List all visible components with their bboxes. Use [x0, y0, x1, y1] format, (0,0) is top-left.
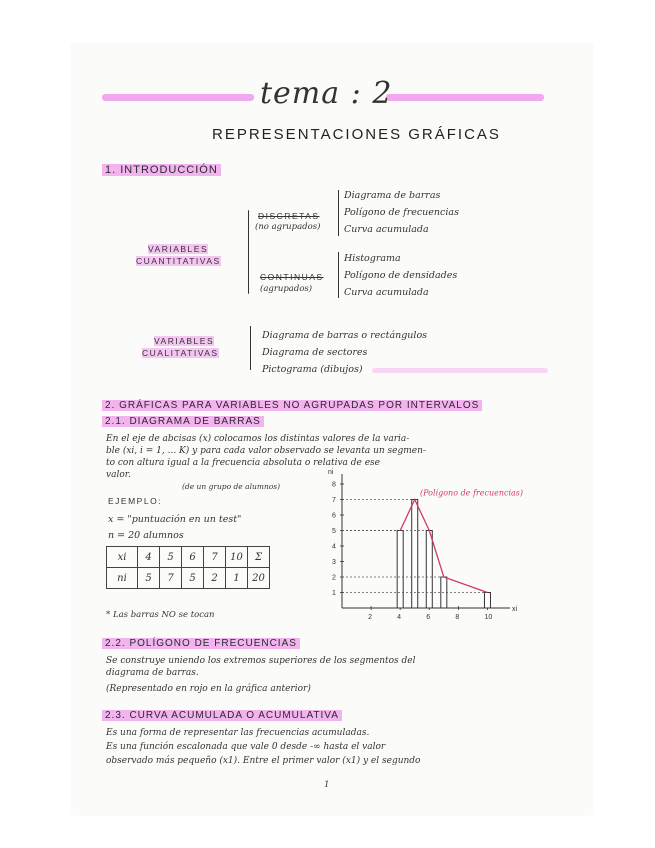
sub2-text-line-1: Se construye uniendo los extremos superiores de los segmentos del: [106, 656, 416, 666]
y-tick-label: 7: [332, 497, 336, 504]
sub2-text-line-3: (Representado en rojo en la gráfica anterior): [106, 684, 311, 694]
cuantitativas-label-2: CUANTITATIVAS: [136, 256, 221, 266]
example-note: (de un grupo de alumnos): [182, 482, 281, 491]
table-cell: 2: [204, 568, 226, 589]
cualitativas-label-2: CUALITATIVAS: [142, 348, 219, 358]
sub3-text-line-2: Es una función escalonada que vale 0 desde -∞ hasta el valor: [106, 742, 386, 752]
bar: [426, 531, 432, 609]
header-highlight-left: [102, 94, 254, 101]
page-number: 1: [324, 780, 330, 790]
continuas-brace: [338, 252, 339, 298]
discretas-note: (no agrupados): [255, 222, 321, 232]
page-title: REPRESENTACIONES GRÁFICAS: [212, 126, 501, 143]
cuantitativas-brace: [248, 210, 249, 294]
discretas-item-2: Polígono de frecuencias: [344, 207, 459, 218]
cualitativas-label-1: VARIABLES: [154, 336, 215, 346]
sub3-text-line-1: Es una forma de representar las frecuencias acumuladas.: [106, 728, 370, 738]
bar-chart: [320, 468, 524, 628]
y-tick-label: 5: [332, 528, 336, 535]
table-cell: ni: [107, 568, 138, 589]
notebook-page: [72, 44, 592, 814]
x-axis-label: xi: [512, 606, 518, 613]
cualitativas-item-3: Pictograma (dibujos): [262, 364, 363, 375]
section-intro-heading: 1. INTRODUCCIÓN: [102, 164, 221, 176]
x-tick-label: 10: [484, 614, 493, 621]
cualitativas-item-2: Diagrama de sectores: [262, 347, 368, 358]
bar: [412, 500, 418, 609]
table-cell: 20: [248, 568, 270, 589]
x-tick-label: 6: [426, 614, 431, 621]
y-tick-label: 3: [332, 559, 336, 566]
tema-heading: tema : 2: [260, 76, 393, 111]
continuas-item-1: Histograma: [344, 253, 401, 264]
continuas-item-3: Curva acumulada: [344, 287, 429, 298]
cuantitativas-label-1: VARIABLES: [148, 244, 209, 254]
table-cell: 5: [138, 568, 160, 589]
table-cell: xi: [107, 547, 138, 568]
cualitativas-item-1: Diagrama de barras o rectángulos: [262, 330, 428, 341]
cualitativas-brace: [250, 326, 251, 370]
continuas-note: (agrupados): [260, 284, 313, 294]
table-cell: 5: [182, 568, 204, 589]
table-cell: 1: [226, 568, 248, 589]
x-tick-label: 8: [455, 614, 460, 621]
table-cell: Σ: [248, 547, 270, 568]
y-tick-label: 8: [332, 481, 336, 489]
smudge-highlight: [372, 368, 548, 373]
continuas-item-2: Polígono de densidades: [344, 270, 458, 281]
example-variable: x = "puntuación en un test": [108, 514, 242, 525]
subsection-2-1-heading: 2.1. DIAGRAMA DE BARRAS: [102, 416, 264, 427]
table-cell: 7: [160, 568, 182, 589]
bars-note: [106, 610, 215, 620]
sub1-text-line-1: En el eje de abcisas (x) colocamos los distintas valores de la varia-: [106, 434, 410, 444]
example-n: n = 20 alumnos: [108, 530, 184, 541]
table-row: [107, 568, 270, 589]
continuas-label: CONTINUAS: [260, 272, 324, 282]
discretas-item-3: Curva acumulada: [344, 224, 429, 235]
table-cell: 4: [138, 547, 160, 568]
table-row: [107, 547, 270, 568]
bar: [397, 531, 403, 609]
bar: [484, 593, 490, 609]
x-tick-label: 4: [397, 614, 402, 621]
sub1-text-line-3: to con altura igual a la frecuencia absoluta o relativa de ese: [106, 458, 380, 468]
subsection-2-3-heading: 2.3. CURVA ACUMULADA O ACUMULATIVA: [102, 710, 342, 721]
header-highlight-right: [386, 94, 544, 101]
y-tick-label: 4: [332, 543, 336, 551]
sub2-text-line-2: diagrama de barras.: [106, 668, 199, 678]
example-label: EJEMPLO:: [108, 496, 163, 506]
x-tick-label: 2: [368, 614, 372, 621]
y-axis-label: ni: [328, 469, 334, 476]
sub1-text-line-4: valor.: [106, 470, 131, 480]
sub3-text-line-3: observado más pequeño (x1). Entre el primer valor (x1) y el segundo: [106, 756, 421, 766]
y-tick-label: 2: [332, 574, 336, 582]
table-cell: 7: [204, 547, 226, 568]
table-cell: 5: [160, 547, 182, 568]
discretas-item-1: Diagrama de barras: [344, 190, 441, 201]
table-cell: 10: [226, 547, 248, 568]
discretas-brace: [338, 190, 339, 236]
sub1-text-line-2: ble (xi, i = 1, ... K) y para cada valor observado se levanta un segmen-: [106, 446, 426, 456]
table-cell: 6: [182, 547, 204, 568]
polygon-annotation: (Polígono de frecuencias): [420, 488, 524, 498]
subsection-2-2-heading: 2.2. POLÍGONO DE FRECUENCIAS: [102, 638, 300, 649]
frequency-table: [106, 546, 270, 589]
section-2-heading: 2. GRÁFICAS PARA VARIABLES NO AGRUPADAS POR INTERVALOS: [102, 400, 482, 411]
discretas-label: DISCRETAS: [258, 211, 320, 221]
y-tick-label: 6: [332, 512, 336, 520]
y-tick-label: 1: [332, 590, 336, 597]
bars-note-text: * Las barras NO se tocan: [106, 610, 215, 620]
